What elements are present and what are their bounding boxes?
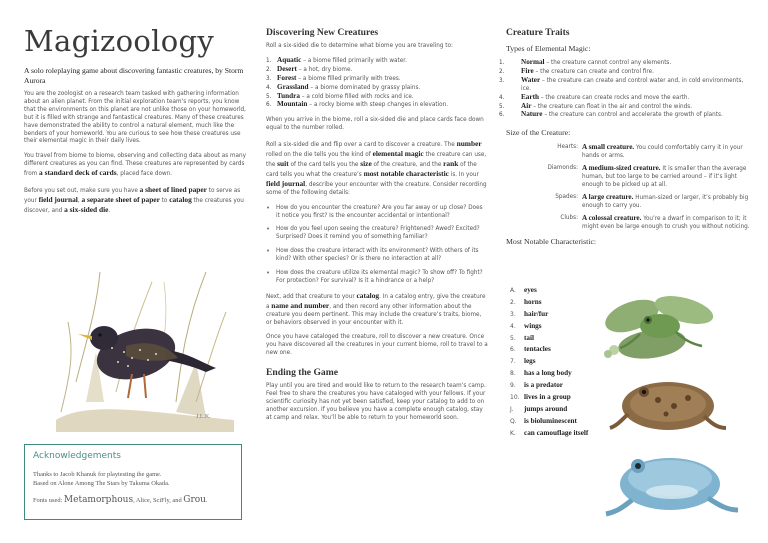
notable-item: 3. hair/fur — [510, 309, 549, 318]
notable-item: K. can camouflage itself — [510, 428, 589, 437]
biome-item: 2. Desert – a hot, dry biome. — [266, 64, 353, 73]
notable-item: 5. tail — [510, 333, 534, 342]
starling-illustration — [56, 252, 234, 432]
notable-item: 9. is a predator — [510, 381, 563, 390]
illustration-signature: J.L.K. — [196, 414, 211, 420]
page-title: Magizoology — [24, 24, 215, 58]
biome-item: 3. Forest – a biome filled primarily with trees. — [266, 73, 401, 82]
question-item: • How does the creature utilize its elemental magic? To show off? To fight? For protection? For survival? Is it a hindrance or a help? — [266, 270, 488, 286]
catalog-paragraph: Next, add that creature to your catalog. In a catalog entry, give the creature a name and number, and then record any other information about the creature you deem pertinent. This may include the creature’s traits, biome, or behaviors observed in your encounter with it. — [266, 290, 486, 326]
traits-column — [499, 27, 750, 246]
question-item: • How do you feel upon seeing the creature? Frightened? Awed? Excited? Surprised? Does it remind you of something familiar? — [266, 226, 488, 242]
biome-item: 5. Tundra – a cold biome filled with rocks and ice. — [266, 91, 414, 100]
biome-item: 1. Aquatic – a biome filled primarily with water. — [266, 55, 407, 64]
acknowledgements-box — [24, 444, 242, 520]
traits-heading: Creature Traits — [506, 27, 570, 38]
biome-list — [266, 57, 488, 110]
notable-item: 2. horns — [510, 297, 542, 306]
magic-heading: Types of Elemental Magic: — [506, 44, 591, 53]
notable-item: J. jumps around — [510, 404, 568, 413]
notable-heading: Most Notable Characteristic: — [506, 236, 597, 246]
fonts-used: Fonts used: Metamorphous, Alice, SciFly, and Grou. — [33, 495, 208, 505]
magic-item: 6. Nature – the creature can control and accelerate the growth of plants. — [499, 110, 723, 119]
done-paragraph: Once you have cataloged the creature, roll to discover a new creature. Once you have discovered all the creatures in your current biome, roll to travel to a new one. — [266, 334, 488, 357]
size-item: Hearts: A small creature. You could comfortably carry it in your hands or arms. — [557, 143, 743, 160]
tree-frog-on-leaves — [601, 291, 716, 363]
magic-item: 1. Normal – the creature cannot control any elements. — [499, 58, 672, 66]
arrive-paragraph: When you arrive in the biome, roll a six-sided die and place cards face down equal to the number rolled. — [266, 117, 484, 132]
size-heading: Size of the Creature: — [506, 128, 571, 138]
flip-paragraph: Roll a six-sided die and flip over a card to discover a creature. The number rolled on the die tells you the kind of elemental magic the creature can use, the suit of the card tells you the size of the creature, and the rank of the card tells you what the creature’s most notable characteristic is. In your field journal, describe your encounter with the creature. Consider recording some of the following details: — [266, 139, 487, 196]
magic-item: 5. Air – the creature can float in the air and control the winds. — [499, 101, 693, 110]
biome-item: 6. Mountain – a rocky biome with steep changes in elevation. — [266, 100, 449, 109]
notable-item: 4. wings — [510, 321, 542, 330]
question-item: • How does the creature interact with its environment? With others of its kind? With other species? Or is there no interaction at all? — [266, 248, 488, 264]
ending-paragraph: Play until you are tired and would like to return to the research team’s camp. Feel free to share the creatures you have cataloged with your fellows. If your scientific curiosity has not yet been satisfied, keep your catalog to add to on another excursion. If you believe you have a complete enough catalog, stay at camp and relax. You’ll be able to return to your homeworld soon. — [266, 383, 486, 421]
notable-item: Q. is bioluminescent — [510, 416, 577, 425]
question-list — [266, 205, 488, 286]
ack-line-1: Thanks to Jacob Khanuk for playtesting the game. — [33, 471, 162, 478]
notable-list — [510, 286, 588, 441]
ack-line-2: Based on Alone Among The Stars by Takuma Okada. — [33, 480, 170, 487]
size-item: Diamonds: A medium-sized creature. It is smaller than the average human, but too large to be carried around – if it’s light enough to be picked up at all. — [547, 164, 747, 188]
blue-frog-illustration — [606, 458, 738, 514]
discover-heading: Discovering New Creatures — [266, 27, 379, 38]
size-list — [506, 144, 750, 231]
notable-item: 10. lives in a group — [510, 393, 571, 402]
notable-item: A. eyes — [510, 286, 537, 294]
magic-item: 2. Fire – the creature can create and control fire. — [499, 66, 654, 75]
intro-paragraph-1: You are the zoologist on a research team tasked with gathering information about an alien planet. From the initial exploration team’s reports, you know that the environments on this planet are not unlike those on your homeworld, but it is filled with strange and fantastical creatures. Many of these creatures have demonstrated the ability to control a natural element, much like the benders of your homeworld. You are curious to see how these creatures use their elemental magic in their daily lives. — [24, 91, 246, 145]
notable-item: 6. tentacles — [510, 345, 551, 354]
biome-item: 4. Grassland – a biome dominated by grassy plains. — [266, 82, 421, 91]
intro-column — [24, 91, 246, 216]
intro-paragraph-3: Before you set out, make sure you have a sheet of lined paper to serve as your field journal, a separate sheet of paper to catalog the creatures you discover, and a six-sided die. — [24, 185, 244, 214]
toad-illustration — [610, 382, 726, 430]
intro-paragraph-2: You travel from biome to biome, observing and collecting data about as many different creatures as you can find. These creatures are represented by cards from a standard deck of cards, placed face down. — [24, 153, 247, 178]
frog-illustrations — [592, 288, 752, 520]
magic-item: 3. Water – the creature can create and control water and, in cold environments, ice. — [499, 75, 744, 92]
magic-item: 4. Earth – the creature can create rocks and move the earth. — [499, 92, 690, 101]
subtitle: A solo roleplaying game about discovering fantastic creatures, by Storm Aurora — [24, 66, 244, 85]
size-item: Spades: A large creature. Human-sized or larger, it’s probably big enough to carry you. — [555, 192, 749, 209]
size-item: Clubs: A colossal creature. You’re a dwarf in comparison to it; it might even be large enough to crush you without noticing. — [560, 213, 750, 230]
ending-heading: Ending the Game — [266, 367, 338, 379]
discover-intro: Roll a six-sided die to determine what biome you are traveling to: — [266, 43, 453, 49]
magic-list — [499, 58, 750, 120]
discover-column — [266, 27, 488, 423]
question-item: • How do you encounter the creature? Are you far away or up close? Does it notice you first? Is the encounter accidental or intentional? — [266, 205, 488, 221]
acknowledgements-title: Acknowledgements — [33, 451, 121, 461]
notable-item: 8. has a long body — [510, 369, 572, 378]
notable-item: 7. legs — [510, 357, 536, 366]
